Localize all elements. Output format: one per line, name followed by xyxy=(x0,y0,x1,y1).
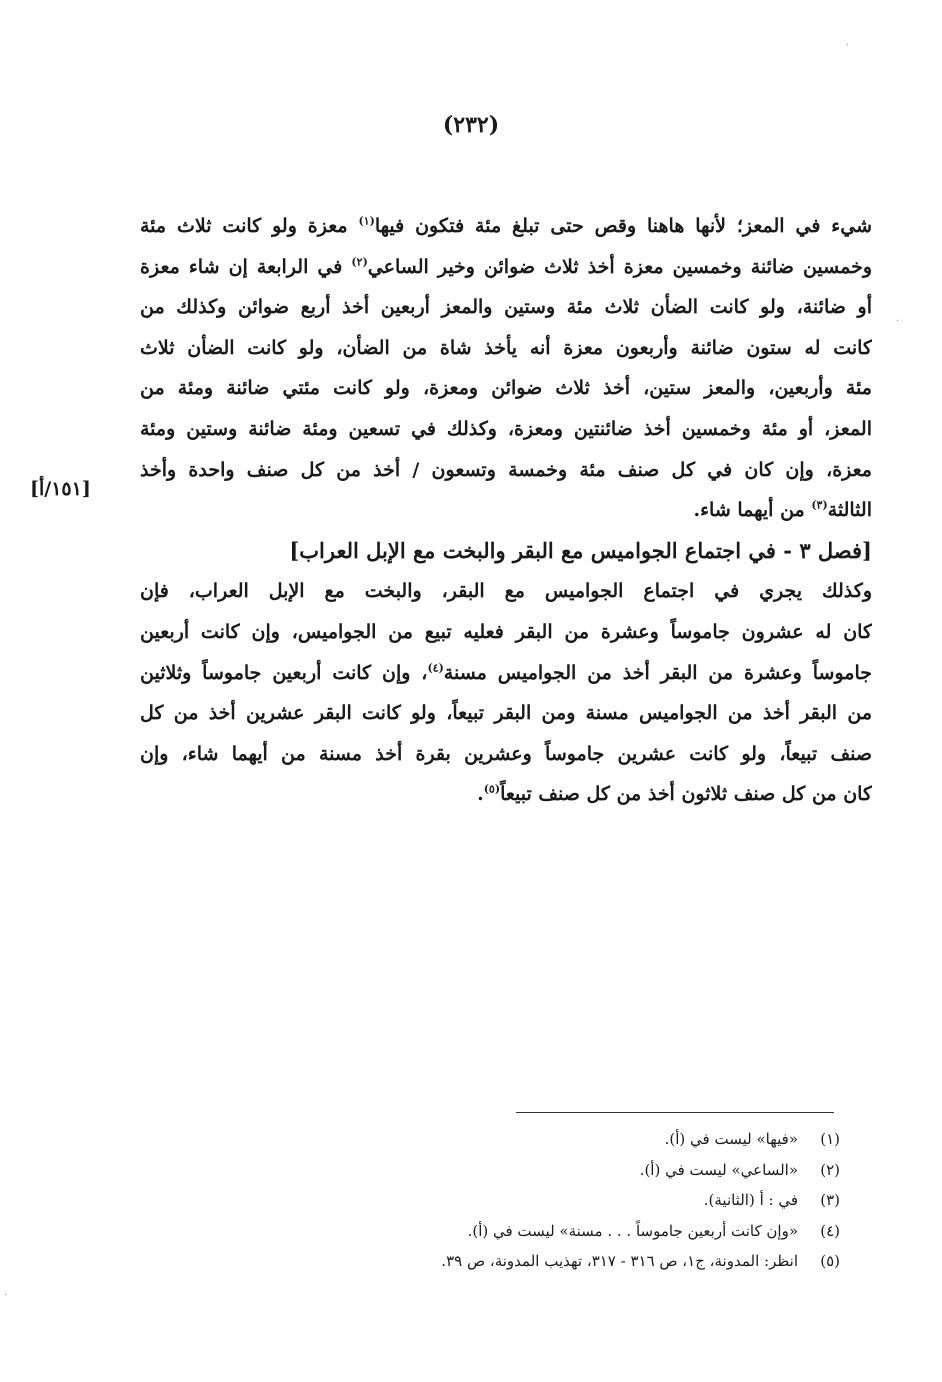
footnote-number: (٥) xyxy=(820,1252,840,1270)
text-line: كانت له ستون ضائنة وأربعون معزة أنه يأخذ شاة من الضأن، ولو كانت الضأن ثلاث xyxy=(140,336,872,359)
footnote-text: انظر: المدونة، ج١، ص ٣١٦ - ٣١٧، تهذيب المدونة، ص ٣٩. xyxy=(441,1252,798,1270)
footnote xyxy=(300,1185,840,1216)
footnote xyxy=(300,1246,840,1277)
footnote-marker: (٢) xyxy=(351,255,368,269)
footnote xyxy=(300,1216,840,1247)
footnote xyxy=(300,1155,840,1186)
text-line: من البقر أخذ من الجواميس مسنة ومن البقر تبيعاً، ولو كانت البقر عشرين أخذ من كل xyxy=(140,702,872,725)
footnote-marker: (٤) xyxy=(427,661,444,675)
footnote-marker: (١) xyxy=(358,214,375,228)
text-line: وكذلك يجري في اجتماع الجواميس مع البقر، والبخت مع الإبل العراب، فإن xyxy=(140,580,872,603)
text-line: مئة وأربعين، والمعز ستين، أخذ ثلاث ضوائن ومعزة، ولو كانت مئتي ضائنة ومئة من xyxy=(140,377,872,400)
footnote-text: «الساعي» ليست في (أ). xyxy=(639,1160,798,1179)
footnote-number: (٢) xyxy=(820,1160,840,1179)
footnote-text: «وإن كانت أربعين جاموساً . . . مسنة» ليست في (أ). xyxy=(467,1221,798,1240)
section-heading: [فصل ٣ - في اجتماع الجواميس مع البقر والبخت مع الإبل العراب] xyxy=(289,537,872,563)
scan-speck: · xyxy=(4,1290,8,1301)
text-line: الثالثة$^{(٣)}$ من أيهما شاء. xyxy=(693,498,872,522)
footnote-separator xyxy=(516,1112,834,1113)
text-line: معزة، وإن كان في كل صنف مئة وخمسة وتسعون / أخذ من كل صنف واحدة وأخذ xyxy=(140,458,872,481)
text-line: شيء في المعز؛ لأنها هاهنا وقص حتى تبلغ مئة فتكون فيها$^{(١)}$ معزة ولو كانت ثلاث مئة xyxy=(140,214,872,237)
text-line: صنف تبيعاً، ولو كانت عشرين جاموساً وعشرين بقرة أخذ مسنة من أيهما شاء، وإن xyxy=(140,742,872,765)
scan-speck: · xyxy=(846,40,850,51)
footnote-marker: (٣) xyxy=(811,498,828,512)
footnote-number: (٣) xyxy=(820,1191,840,1209)
page-number: (٢٣٢) xyxy=(442,112,500,138)
margin-folio-reference: [١٥١/أ] xyxy=(30,478,91,500)
text-line: كان له عشرون جاموساً وعشرة من البقر فعليه تبيع من الجواميس، وإن كانت أربعين xyxy=(140,620,872,643)
footnote-text: «فيها» ليست في (أ). xyxy=(664,1130,798,1148)
text-line: وخمسين ضائنة وخمسين معزة أخذ ثلاث ضوائن وخير الساعي$^{(٢)}$ في الرابعة إن شاء معزة xyxy=(140,255,872,278)
text-line: جاموساً وعشرة من البقر أخذ من الجواميس مسنة$^{(٤)}$، وإن كانت أربعين جاموساً وثلاثين xyxy=(140,661,872,684)
footnote-number: (٤) xyxy=(820,1221,840,1240)
footnote-number: (١) xyxy=(820,1130,840,1148)
main-text xyxy=(140,206,872,815)
scan-speck: · xyxy=(896,316,900,327)
text-line: أو ضائنة، ولو كانت الضأن ثلاث مئة وستين والمعز أربعين أخذ أربع ضوائن وكذلك من xyxy=(140,296,872,319)
footnote-text: في : أ (الثانية). xyxy=(703,1191,798,1209)
footnotes xyxy=(300,1124,840,1277)
text-line: المعز، أو مئة وخمسين أخذ ضائنتين ومعزة، وكذلك في تسعين ومئة ضائنة وستين ومئة xyxy=(140,417,872,440)
footnote xyxy=(300,1124,840,1155)
footnote-marker: (٥) xyxy=(483,782,501,796)
text-line: كان من كل صنف ثلاثون أخذ من كل صنف تبيعاً$^{(٥)}$. xyxy=(477,782,872,806)
